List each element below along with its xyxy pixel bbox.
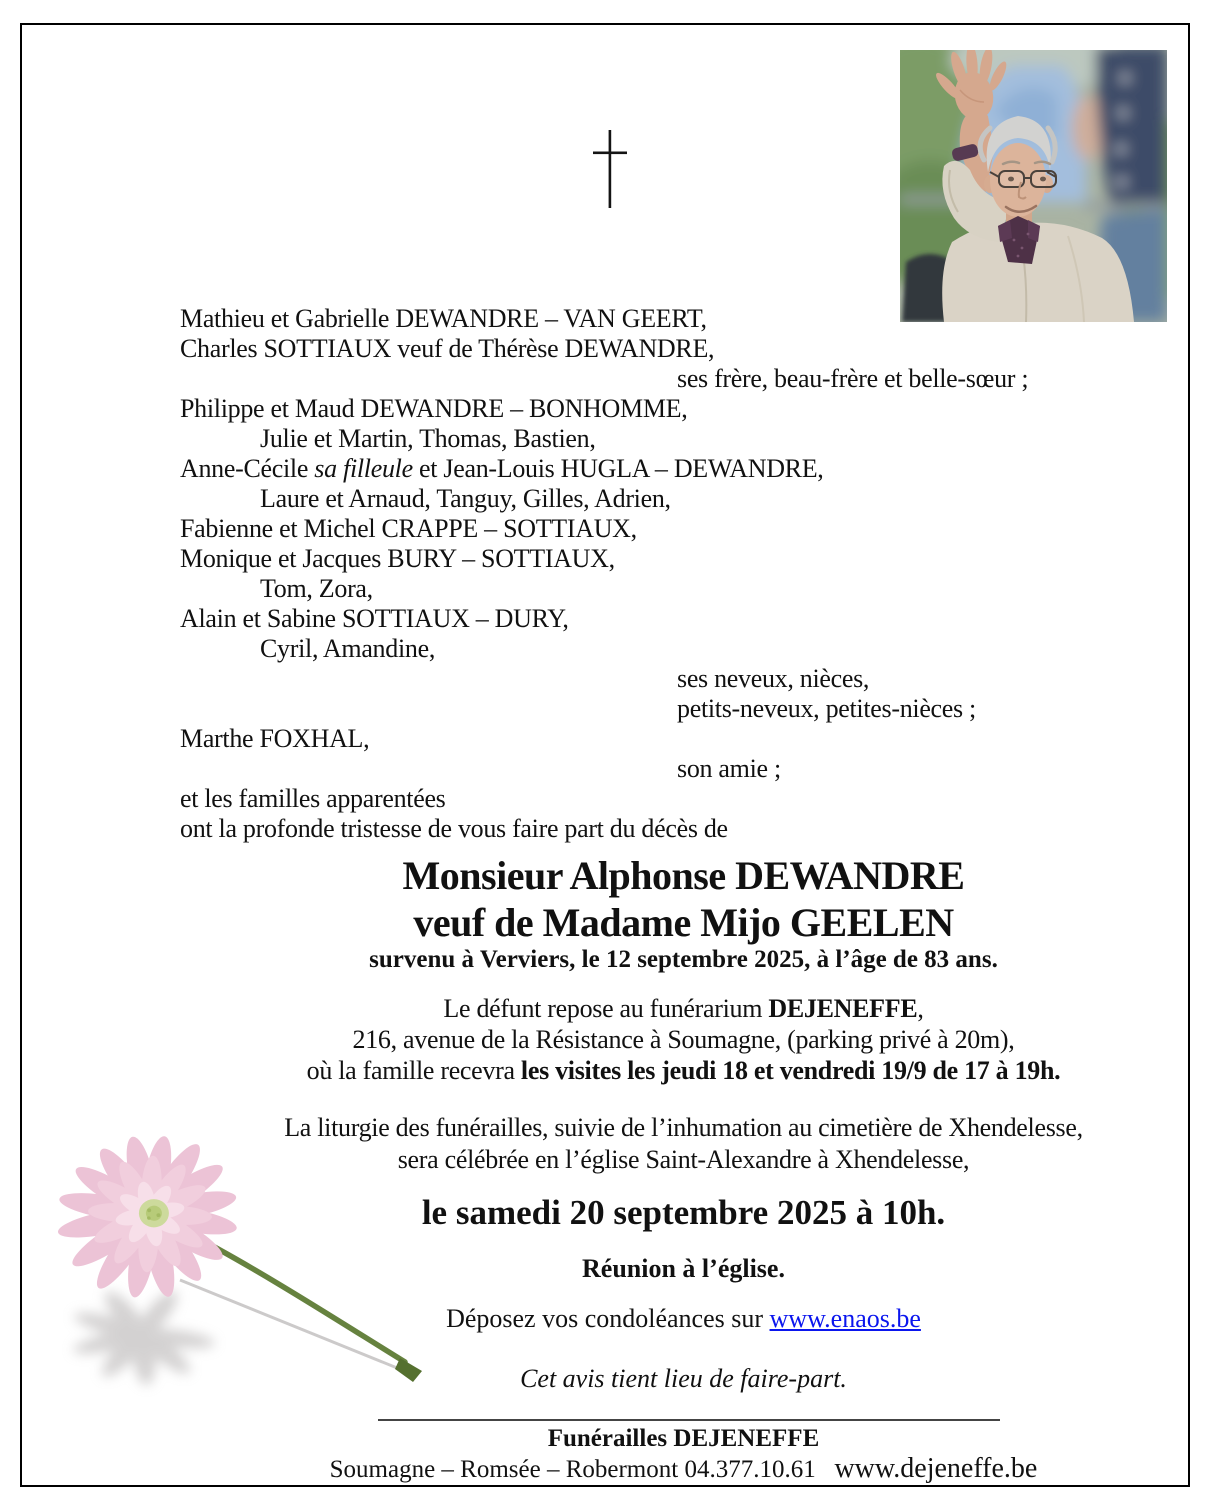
- text-line: [180, 664, 1180, 694]
- funerarium-notice: [180, 993, 1187, 1086]
- text-segment: ,: [917, 994, 924, 1023]
- text-segment: 216, avenue de la Résistance à Soumagne, (parking privé à 20m),: [352, 1025, 1015, 1054]
- text-segment: Anne-Cécile: [180, 454, 315, 483]
- text-line: [180, 814, 1180, 844]
- deceased-name-title: Monsieur Alphonse DEWANDRE: [402, 853, 965, 898]
- text-segment: Fabienne et Michel CRAPPE – SOTTIAUX,: [180, 514, 637, 543]
- text-line: [180, 604, 1180, 634]
- text-segment: Cyril, Amandine,: [260, 634, 436, 663]
- family-list: [180, 304, 1180, 844]
- text-line: [180, 364, 1180, 394]
- text-line: [180, 454, 1180, 484]
- text-line: [180, 724, 1180, 754]
- text-segment: Julie et Martin, Thomas, Bastien,: [260, 424, 596, 453]
- text-segment: et Jean-Louis HUGLA – DEWANDRE,: [412, 454, 824, 483]
- text-segment: DEJENEFFE: [768, 994, 918, 1023]
- text-line: [180, 1024, 1187, 1055]
- funeral-home-name: Funérailles DEJENEFFE: [547, 1425, 820, 1452]
- text-line: [180, 424, 1180, 454]
- text-segment: sera célébrée en l’église Saint-Alexandre à Xhendelesse,: [397, 1145, 970, 1174]
- ceremony-date: le samedi 20 septembre 2025 à 10h.: [421, 1193, 946, 1232]
- condolences-text: Déposez vos condoléances sur: [446, 1304, 770, 1333]
- funeral-home-locations-phone: Soumagne – Romsée – Robermont 04.377.10.61: [329, 1456, 816, 1483]
- flower-image: [30, 1122, 450, 1412]
- deceased-widower-line: veuf de Madame Mijo GEELEN: [413, 900, 954, 945]
- text-segment: Alain et Sabine SOTTIAUX – DURY,: [180, 604, 569, 633]
- text-segment: et les familles apparentées: [180, 784, 446, 813]
- faire-part-note: Cet avis tient lieu de faire-part.: [520, 1364, 847, 1393]
- text-segment: Mathieu et Gabrielle DEWANDRE – VAN GEERT,: [180, 304, 707, 333]
- text-segment: ses neveux, nièces,: [677, 664, 870, 693]
- text-segment: petits-neveux, petites-nièces ;: [677, 694, 976, 723]
- footer-divider: [378, 1419, 1000, 1421]
- text-line: [180, 514, 1180, 544]
- text-line: [180, 1055, 1187, 1086]
- text-segment: où la famille recevra: [306, 1056, 521, 1085]
- text-segment: Charles SOTTIAUX veuf de Thérèse DEWANDRE,: [180, 334, 715, 363]
- text-line: [180, 394, 1180, 424]
- text-line: [180, 993, 1187, 1024]
- text-line: [180, 304, 1180, 334]
- text-segment: Laure et Arnaud, Tanguy, Gilles, Adrien,: [260, 484, 671, 513]
- cross-icon: [590, 126, 630, 210]
- text-segment: ont la profonde tristesse de vous faire part du décès de: [180, 814, 728, 843]
- deceased-portrait-photo: [900, 50, 1167, 322]
- enaos-link[interactable]: www.enaos.be: [769, 1304, 921, 1333]
- text-segment: Marthe FOXHAL,: [180, 724, 370, 753]
- text-line: [180, 574, 1180, 604]
- text-line: [180, 484, 1180, 514]
- funeral-home-contact: [180, 1454, 1187, 1485]
- meeting-note: Réunion à l’église.: [582, 1254, 785, 1283]
- text-line: [180, 694, 1180, 724]
- text-segment: les visites les jeudi 18 et vendredi 19/9 de 17 à 19h.: [520, 1056, 1061, 1085]
- text-segment: sa filleule: [314, 454, 413, 483]
- funeral-home-website[interactable]: www.dejeneffe.be: [834, 1453, 1038, 1484]
- spacer: [822, 1456, 835, 1483]
- text-segment: La liturgie des funérailles, suivie de l’inhumation au cimetière de Xhendelesse,: [284, 1113, 1083, 1142]
- text-segment: son amie ;: [677, 754, 781, 783]
- text-segment: ses frère, beau-frère et belle-sœur ;: [677, 364, 1029, 393]
- text-line: [180, 754, 1180, 784]
- text-segment: Philippe et Maud DEWANDRE – BONHOMME,: [180, 394, 688, 423]
- text-line: [180, 634, 1180, 664]
- death-date-line: survenu à Verviers, le 12 septembre 2025, à l’âge de 83 ans.: [369, 946, 998, 973]
- text-segment: Monique et Jacques BURY – SOTTIAUX,: [180, 544, 615, 573]
- text-line: [180, 544, 1180, 574]
- text-segment: Tom, Zora,: [260, 574, 373, 603]
- text-segment: Le défunt repose au funérarium: [443, 994, 769, 1023]
- text-line: [180, 784, 1180, 814]
- text-line: [180, 334, 1180, 364]
